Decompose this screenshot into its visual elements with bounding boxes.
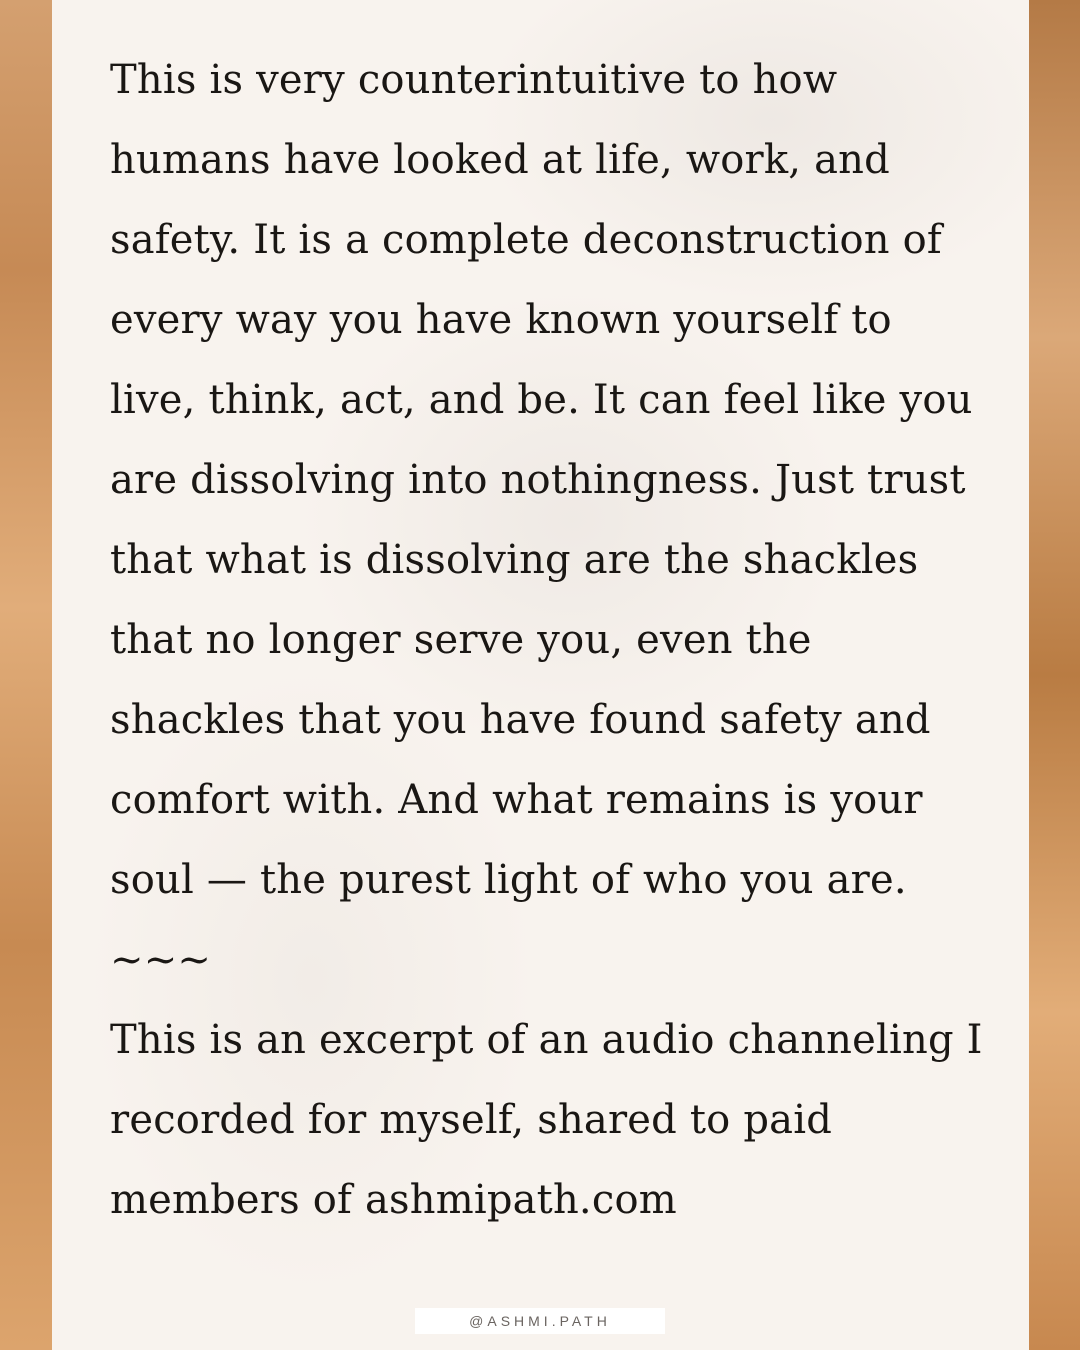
excerpt-body: This is very counterintuitive to how humans have looked at life, work, and safety. It is a complete deconstruction of every way you have known yourself to live, think, act, and be. It can feel like you are dissolving into nothingness. Just trust that what is dissolving are the shackles that no longer serve you, even the shackles that you have found safety and comfort with. And what remains is your soul — the purest light of who you are. (110, 57, 973, 903)
excerpt-text-block (110, 40, 990, 1240)
social-handle-badge: @ASHMI.PATH (415, 1308, 665, 1334)
excerpt-note: This is an excerpt of an audio channeling I recorded for myself, shared to paid members of ashmipath.com (110, 1017, 983, 1223)
excerpt-separator: ~~~ (110, 937, 212, 983)
